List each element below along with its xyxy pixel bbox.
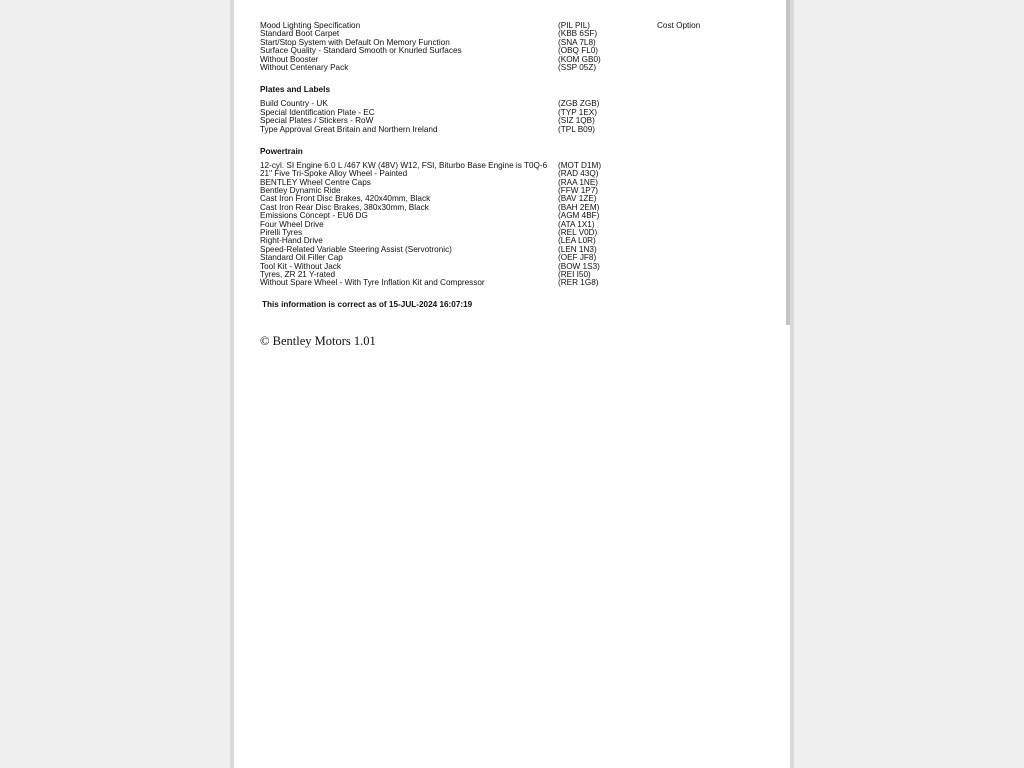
spec-code: (BOW 1S3) <box>558 261 600 271</box>
spec-code: (REI I50) <box>558 269 591 279</box>
spec-code: (LEA L0R) <box>558 236 596 246</box>
spec-description: Mood Lighting Specification <box>260 21 361 30</box>
spec-description: Right-Hand Drive <box>260 236 323 246</box>
spec-code: (TPL B09) <box>558 124 596 134</box>
spec-description: 12-cyl. SI Engine 6.0 L /467 KW (48V) W12, FSI, Biturbo Base Engine is T0Q-6 <box>260 160 548 170</box>
spec-description: Bentley Dynamic Ride <box>260 186 341 196</box>
page-content <box>260 22 760 349</box>
spec-code: (PIL PIL) <box>558 21 591 30</box>
spec-description: Cast Iron Front Disc Brakes, 420x40mm, Black <box>260 194 431 204</box>
spec-code: (OBQ FL0) <box>558 46 599 56</box>
spec-description: Pirelli Tyres <box>260 228 303 238</box>
powertrain-section <box>260 146 760 288</box>
spec-row <box>260 47 760 55</box>
spec-code: (AGM 4BF) <box>558 211 600 221</box>
spec-description: Speed-Related Variable Steering Assist (Servotronic) <box>260 244 452 254</box>
document-page <box>230 0 794 768</box>
spec-description: Special Identification Plate - EC <box>260 107 375 117</box>
spec-code: (KOM GB0) <box>558 54 601 64</box>
spec-code: (BAH 2EM) <box>558 202 600 212</box>
spec-description: Four Wheel Drive <box>260 219 324 229</box>
plates-section <box>260 84 760 134</box>
spec-row <box>260 221 760 229</box>
spec-description: Start/Stop System with Default On Memory Function <box>260 37 450 47</box>
spec-description: Type Approval Great Britain and Northern Ireland <box>260 124 438 134</box>
section-title-plates: Plates and Labels <box>260 84 331 95</box>
spec-code: (OEF JF8) <box>558 253 597 263</box>
copyright-text: © Bentley Motors 1.01 <box>260 333 376 348</box>
scrollbar-thumb[interactable] <box>786 0 790 325</box>
spec-description: Emissions Concept - EU6 DG <box>260 211 368 221</box>
spec-row <box>260 229 760 237</box>
spec-description: Without Centenary Pack <box>260 62 349 72</box>
spec-row <box>260 279 760 287</box>
spec-code: (ATA 1X1) <box>558 219 595 229</box>
spec-code: (FFW 1P7) <box>558 186 599 196</box>
spec-description: Tool Kit - Without Jack <box>260 261 341 271</box>
spec-row <box>260 212 760 220</box>
spec-row <box>260 263 760 271</box>
spec-code: (SNA 7L8) <box>558 37 596 47</box>
spec-code: (MOT D1M) <box>558 160 602 170</box>
spec-description: Without Spare Wheel - With Tyre Inflation Kit and Compressor <box>260 278 485 288</box>
spec-description: Special Plates / Stickers - RoW <box>260 116 374 126</box>
spec-description: Standard Oil Filler Cap <box>260 253 343 263</box>
spec-description: Surface Quality - Standard Smooth or Knurled Surfaces <box>260 46 462 56</box>
spec-code: (ZGB ZGB) <box>558 99 600 109</box>
spec-description: 21" Five Tri-Spoke Alloy Wheel - Painted <box>260 169 408 179</box>
spec-code: (BAV 1ZE) <box>558 194 597 204</box>
spec-code: (RAD 43Q) <box>558 169 599 179</box>
top-section <box>260 22 760 72</box>
spec-description: Build Country - UK <box>260 99 328 109</box>
spec-description: Without Booster <box>260 54 319 64</box>
spec-description: Standard Boot Carpet <box>260 29 340 39</box>
spec-code: (SSP 05Z) <box>558 62 597 72</box>
spec-row <box>260 126 760 134</box>
section-title-powertrain: Powertrain <box>260 145 303 156</box>
spec-description: Cast Iron Rear Disc Brakes, 380x30mm, Black <box>260 202 429 212</box>
spec-code: (REL V0D) <box>558 228 598 238</box>
scrollbar[interactable] <box>786 0 790 768</box>
spec-code: (SIZ 1QB) <box>558 116 595 126</box>
spec-row <box>260 64 760 72</box>
spec-code: (RER 1G8) <box>558 278 599 288</box>
spec-code: (RAA 1NE) <box>558 177 599 187</box>
spec-code: (KBB 6SF) <box>558 29 598 39</box>
spec-code: (TYP 1EX) <box>558 107 597 117</box>
spec-note: Cost Option <box>657 21 701 30</box>
information-date-note: This information is correct as of 15-JUL-2024 16:07:19 <box>262 299 473 309</box>
spec-description: BENTLEY Wheel Centre Caps <box>260 177 371 187</box>
spec-description: Tyres, ZR 21 Y-rated <box>260 269 336 279</box>
spec-code: (LEN 1N3) <box>558 244 597 254</box>
